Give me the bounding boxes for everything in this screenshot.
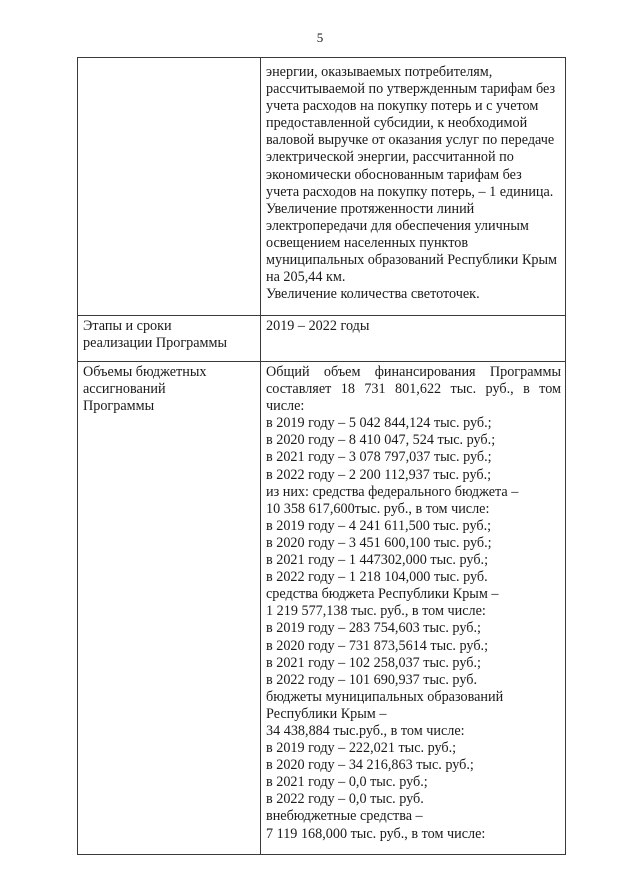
- table-row: [78, 58, 566, 316]
- value-line: в 2019 году – 5 042 844,124 тыс. руб.;: [266, 415, 492, 432]
- value-line: электрической энергии, рассчитанной по: [266, 149, 514, 166]
- value-line: в 2022 году – 2 200 112,937 тыс. руб.;: [266, 466, 492, 483]
- value-line: в 2022 году – 1 218 104,000 тыс. руб.: [266, 569, 488, 586]
- row-label-cell: [78, 316, 261, 362]
- value-line: числе:: [266, 398, 305, 415]
- value-line: муниципальных образований Республики Крым: [266, 252, 558, 269]
- table-row: [78, 316, 566, 362]
- value-line: Республики Крым –: [266, 705, 387, 722]
- label-line: реализации Программы: [83, 335, 228, 352]
- value-line: в 2021 году – 0,0 тыс. руб.;: [266, 774, 428, 791]
- value-line: в 2021 году – 102 258,037 тыс. руб.;: [266, 654, 481, 671]
- value-line: в 2019 году – 222,021 тыс. руб.;: [266, 740, 457, 757]
- value-line: в 2020 году – 34 216,863 тыс. руб.;: [266, 757, 474, 774]
- program-passport-table: [77, 57, 566, 855]
- value-line-justified: Общий объем финансирования Программы: [266, 364, 561, 380]
- value-line: 1 219 577,138 тыс. руб., в том числе:: [266, 603, 486, 620]
- value-line: в 2019 году – 4 241 611,500 тыс. руб.;: [266, 517, 492, 534]
- label-line: ассигнований: [83, 381, 166, 398]
- row-value-cell: [261, 362, 566, 855]
- value-line: 2019 – 2022 годы: [266, 318, 370, 334]
- value-line: в 2020 году – 731 873,5614 тыс. руб.;: [266, 637, 489, 654]
- label-line: Программы: [83, 398, 155, 415]
- value-line: экономически обоснованным тарифам без: [266, 166, 522, 183]
- value-line: из них: средства федерального бюджета –: [266, 483, 519, 500]
- value-line: рассчитываемой по утвержденным тарифам без: [266, 81, 556, 98]
- row-value-cell: [261, 316, 566, 362]
- value-line: в 2022 году – 101 690,937 тыс. руб.: [266, 671, 478, 688]
- value-line: учета расходов на покупку потерь, – 1 единица.: [266, 183, 554, 200]
- value-line: в 2022 году – 0,0 тыс. руб.: [266, 791, 424, 808]
- value-line: учета расходов на покупку потерь и с учетом: [266, 98, 539, 115]
- value-line: освещением населенных пунктов: [266, 234, 469, 251]
- value-line: средства бюджета Республики Крым –: [266, 586, 499, 603]
- label-line: Объемы бюджетных: [83, 364, 207, 380]
- value-line: Увеличение протяженности линий: [266, 200, 475, 217]
- table-row: [78, 362, 566, 855]
- value-line: в 2019 году – 283 754,603 тыс. руб.;: [266, 620, 481, 637]
- value-line: энергии, оказываемых потребителям,: [266, 64, 493, 80]
- value-line: в 2021 году – 3 078 797,037 тыс. руб.;: [266, 449, 492, 466]
- value-line: предоставленной субсидии, к необходимой: [266, 115, 528, 132]
- page-number: 5: [316, 30, 324, 45]
- value-line: 10 358 617,600тыс. руб., в том числе:: [266, 500, 490, 517]
- value-line: 7 119 168,000 тыс. руб., в том числе:: [266, 825, 486, 842]
- value-line: электропередачи для обеспечения уличным: [266, 217, 529, 234]
- value-line: в 2021 году – 1 447302,000 тыс. руб.;: [266, 552, 489, 569]
- value-line: бюджеты муниципальных образований: [266, 688, 504, 705]
- value-line: в 2020 году – 8 410 047, 524 тыс. руб.;: [266, 432, 496, 449]
- label-line: Этапы и сроки: [83, 318, 172, 334]
- value-line: валовой выручке от оказания услуг по передаче: [266, 132, 555, 149]
- value-line: 34 438,884 тыс.руб., в том числе:: [266, 722, 465, 739]
- row-label-cell: [78, 58, 261, 316]
- value-line: внебюджетные средства –: [266, 808, 423, 825]
- row-label-cell: [78, 362, 261, 855]
- value-line: в 2020 году – 3 451 600,100 тыс. руб.;: [266, 534, 492, 551]
- value-line: Увеличение количества светоточек.: [266, 286, 480, 303]
- value-line-justified: составляет 18 731 801,622 тыс. руб., в том: [266, 381, 561, 398]
- value-line: на 205,44 км.: [266, 269, 346, 286]
- row-value-cell: [261, 58, 566, 316]
